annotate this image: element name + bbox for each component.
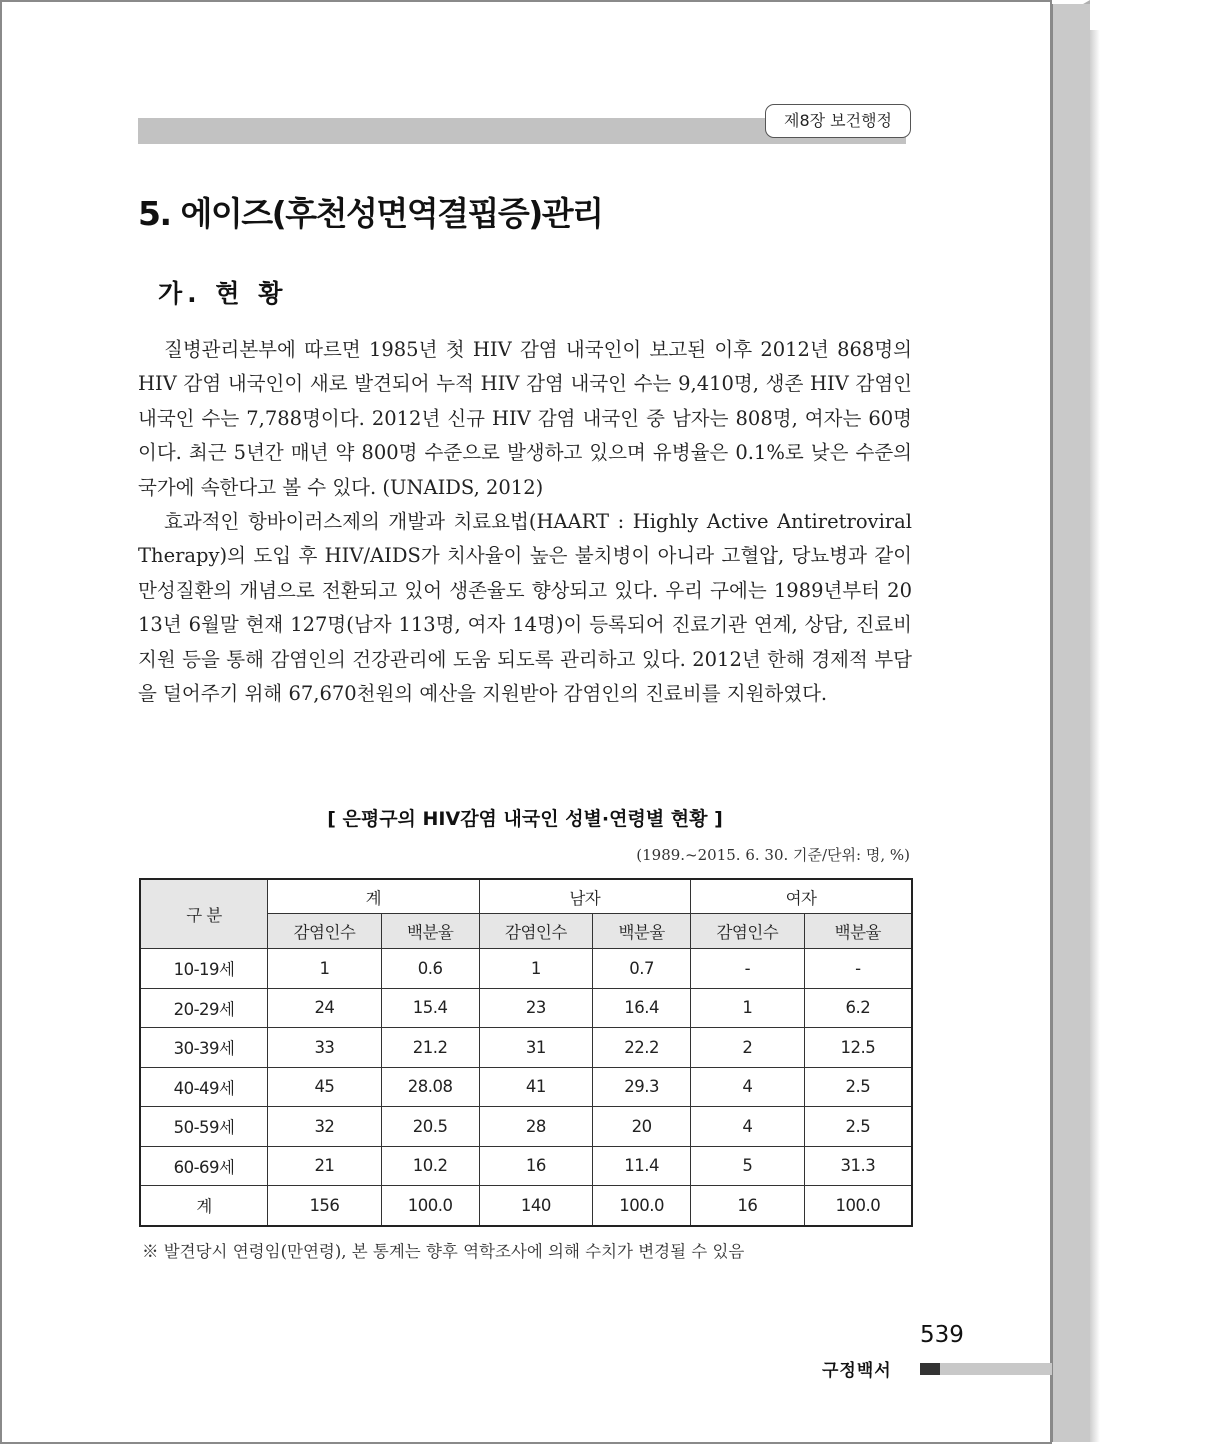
paragraph: 질병관리본부에 따르면 1985년 첫 HIV 감염 내국인이 보고된 이후 2012년 868명의 HIV 감염 내국인이 새로 발견되어 누적 HIV 감염 내국인 수는 9,410명, 생존 HIV 감염인 내국인 수는 7,788명이다. 2012년 신규 HIV 감염 내국인 중 남자는 808명, 여자는 60명이다. 최근 5년간 매년 약 800명 수준으로 발생하고 있으며 유병율은 0.1%로 낮은 수준의 국가에 속한다고 볼 수 있다. (UNAIDS, 2012): [138, 338, 912, 499]
cell: 12.5: [804, 1028, 912, 1068]
cell: 20: [593, 1107, 691, 1147]
header-count: 감염인수: [479, 914, 593, 949]
subsection-title: 가. 현 황: [158, 279, 288, 308]
cell: 100.0: [593, 1186, 691, 1226]
footer-bar: [940, 1363, 1052, 1375]
paragraph: 효과적인 항바이러스제의 개발과 치료요법(HAART : Highly Active Antiretroviral Therapy)의 도입 후 HIV/AIDS가 치사율이 높은 불치병이 아니라 고혈압, 당뇨병과 같이 만성질환의 개념으로 전환되고 있어 생존율도 향상되고 있다. 우리 구에는 1989년부터 2013년 6월말 현재 127명(남자 113명, 여자 14명)이 등록되어 진료기관 연계, 상담, 진료비 지원 등을 통해 감염인의 건강관리에 도움 되도록 관리하고 있다. 2012년 한해 경제적 부담을 덜어주기 위해 67,670천원의 예산을 지원받아 감염인의 진료비를 지원하였다.: [138, 510, 912, 706]
cell: 16: [479, 1146, 593, 1186]
cell: 1: [691, 988, 805, 1028]
cell: 10.2: [381, 1146, 479, 1186]
book-spine: [1052, 4, 1090, 1442]
page-number: 539: [920, 1322, 964, 1348]
table-total-row: [140, 1186, 912, 1226]
age-group-cell: 20-29세: [140, 988, 268, 1028]
cell: 1: [268, 949, 382, 989]
cell: 20.5: [381, 1107, 479, 1147]
cell: 140: [479, 1186, 593, 1226]
cell: 156: [268, 1186, 382, 1226]
cell: 16: [691, 1186, 805, 1226]
header-group-male: 남자: [479, 879, 690, 914]
cell: 15.4: [381, 988, 479, 1028]
cell: 24: [268, 988, 382, 1028]
table-row: [140, 1107, 912, 1147]
cell: 21.2: [381, 1028, 479, 1068]
cell: 29.3: [593, 1067, 691, 1107]
header-category: 구 분: [140, 879, 268, 949]
header-percent: 백분율: [381, 914, 479, 949]
table-row: [140, 1146, 912, 1186]
cell: 5: [691, 1146, 805, 1186]
cell: 11.4: [593, 1146, 691, 1186]
total-label-cell: 계: [140, 1186, 268, 1226]
cell: 1: [479, 949, 593, 989]
cell: 16.4: [593, 988, 691, 1028]
cell: 0.7: [593, 949, 691, 989]
header-count: 감염인수: [268, 914, 382, 949]
table-row: [140, 988, 912, 1028]
age-group-cell: 10-19세: [140, 949, 268, 989]
book-name: 구정백서: [822, 1361, 892, 1381]
cell: 100.0: [381, 1186, 479, 1226]
age-group-cell: 60-69세: [140, 1146, 268, 1186]
cell: 0.6: [381, 949, 479, 989]
cell: 32: [268, 1107, 382, 1147]
cell: 21: [268, 1146, 382, 1186]
cell: 23: [479, 988, 593, 1028]
cell: -: [691, 949, 805, 989]
header-group-female: 여자: [691, 879, 912, 914]
section-title: 5. 에이즈(후천성면역결핍증)관리: [138, 194, 603, 233]
cell: 28: [479, 1107, 593, 1147]
age-group-cell: 40-49세: [140, 1067, 268, 1107]
footer-bar-accent: [920, 1363, 940, 1375]
cell: -: [804, 949, 912, 989]
page-shadow: [1090, 30, 1100, 1442]
chapter-label: 제8장 보건행정: [765, 104, 911, 138]
cell: 28.08: [381, 1067, 479, 1107]
cell: 100.0: [804, 1186, 912, 1226]
header-group-total: 계: [268, 879, 479, 914]
age-group-cell: 50-59세: [140, 1107, 268, 1147]
body-text: [138, 333, 912, 711]
cell: 2: [691, 1028, 805, 1068]
table-row: [140, 1067, 912, 1107]
table-footnote: ※ 발견당시 연령임(만연령), 본 통계는 향후 역학조사에 의해 수치가 변경될 수 있음: [142, 1242, 745, 1261]
age-group-cell: 30-39세: [140, 1028, 268, 1068]
cell: 6.2: [804, 988, 912, 1028]
cell: 31.3: [804, 1146, 912, 1186]
cell: 33: [268, 1028, 382, 1068]
cell: 4: [691, 1067, 805, 1107]
header-percent: 백분율: [593, 914, 691, 949]
cell: 2.5: [804, 1067, 912, 1107]
table-row: [140, 1028, 912, 1068]
table-row: [140, 949, 912, 989]
cell: 45: [268, 1067, 382, 1107]
header-percent: 백분율: [804, 914, 912, 949]
cell: 22.2: [593, 1028, 691, 1068]
cell: 2.5: [804, 1107, 912, 1147]
header-count: 감염인수: [691, 914, 805, 949]
cell: 41: [479, 1067, 593, 1107]
table-note: (1989.~2015. 6. 30. 기준/단위: 명, %): [636, 846, 910, 864]
table-title: [ 은평구의 HIV감염 내국인 성별·연령별 현황 ]: [327, 808, 723, 830]
hiv-statistics-table: [139, 878, 913, 1227]
cell: 31: [479, 1028, 593, 1068]
cell: 4: [691, 1107, 805, 1147]
